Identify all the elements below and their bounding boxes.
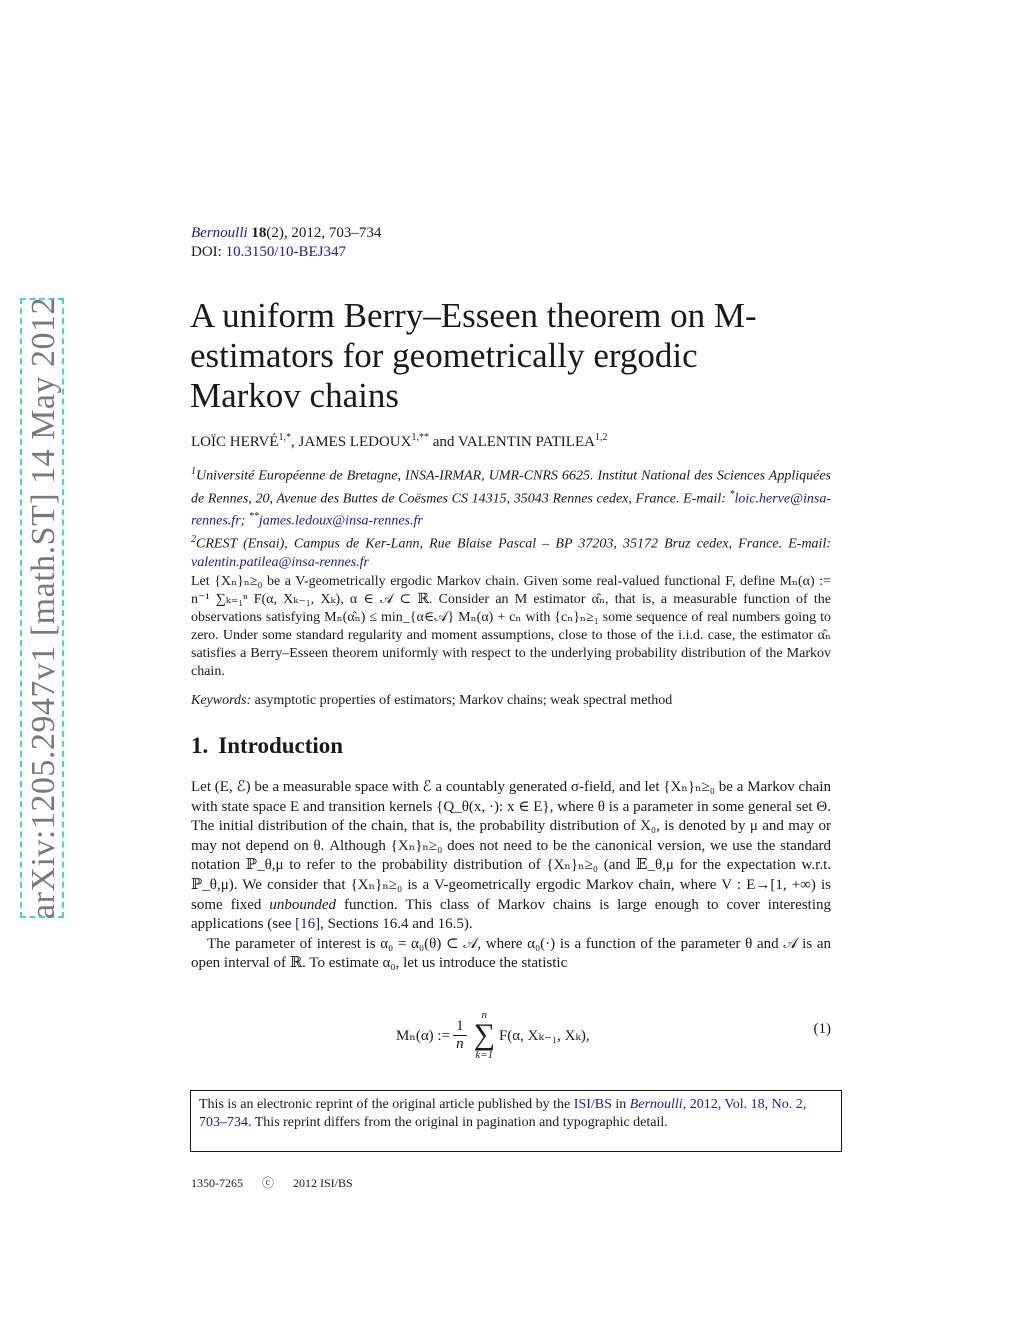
affiliation-2: $^2$CREST (Ensai), Campus de Ker-Lann, Rue Blaise Pascal – BP 37203, 35172 Bruz cedex, France. E-mail: valentin.patilea@insa-rennes.fr xyxy=(191,533,831,570)
equation-lhs: Mₙ(α) := xyxy=(396,1027,451,1044)
journal-header xyxy=(191,224,381,262)
summation-symbol: n ∑ k=1 xyxy=(473,1009,495,1061)
journal-link[interactable]: Bernoulli xyxy=(629,1097,683,1112)
author-list: LOÏC $HERVÉ^{1,*}$, JAMES $LEDOUX^{1,**}$ and VALENTIN PATILEA$^{1,2}$ xyxy=(191,432,608,450)
citation-link[interactable]: [16] xyxy=(295,916,321,933)
introduction-body xyxy=(191,778,831,974)
doi-label: DOI: xyxy=(191,244,222,260)
author-conjunction: and xyxy=(432,434,455,450)
reprint-notice: This is an electronic reprint of the original article published by the ISI/BS in Bernoulli, 2012, Vol. 18, No. 2, 703–734. This reprint differs from the original in pagination and typographic detail. xyxy=(190,1090,842,1152)
keywords-label: Keywords: xyxy=(191,693,252,708)
doi-link[interactable]: 10.3150/10-BEJ347 xyxy=(225,244,346,260)
email-link[interactable]: james.ledoux@insa-rennes.fr xyxy=(258,513,423,529)
section-heading xyxy=(191,733,353,759)
email-link[interactable]: loic.herve@insa-rennes.fr xyxy=(191,491,832,529)
display-equation xyxy=(191,1005,831,1060)
email-link[interactable]: valentin.patilea@insa-rennes.fr xyxy=(191,554,370,570)
journal-issue-pages: (2), 2012, 703–734 xyxy=(266,225,382,241)
paragraph: Let (E, ℰ) be a measurable space with ℰ a countably generated σ-field, and let {Xₙ}ₙ≥₀ be a Markov chain with state space E and transition kernels {Q_θ(x, ·): x ∈ E}, where θ is a parameter in some general set Θ. The initial distribution of the chain, that is, the probability distribution of X₀, is denoted by μ and may or may not depend on θ. Although {Xₙ}ₙ≥₀ does not need to be the canonical version, we use the standard notation ℙ_θ,μ to refer to the probability distribution of {Xₙ}ₙ≥₀ (and 𝔼_θ,μ for the expectation w.r.t. ℙ_θ,μ). We consider that {Xₙ}ₙ≥₀ is a V-geometrically ergodic Markov chain, where V : E→[1, +∞) is some fixed unbounded function. This class of Markov chains is large enough to cover interesting applications (see [16], Sections 16.4 and 16.5). xyxy=(191,779,832,933)
journal-volume: 18 xyxy=(251,225,267,241)
section-title: Introduction xyxy=(218,733,344,758)
fraction: $\frac{1}{n}$ xyxy=(453,1018,467,1053)
author-affil-mark: 1,** xyxy=(411,432,429,443)
copyright-icon: ⓒ xyxy=(262,1176,275,1190)
author-affil-mark: 1,2 xyxy=(594,432,608,443)
arxiv-identifier[interactable]: arXiv:1205.2947v1 [math.ST] 14 May 2012 xyxy=(25,297,62,919)
citation-link[interactable]: , 2012, Vol. 18, No. 2, 703–734 xyxy=(199,1097,807,1130)
author-name: JAMES LEDOUX xyxy=(298,434,412,450)
paper-title: A uniform Berry–Esseen theorem on M-estimators for geometrically ergodic Markov chains xyxy=(190,296,757,415)
equation-number: (1) xyxy=(813,1021,831,1037)
issn: 1350-7265 xyxy=(191,1176,243,1190)
keywords-text: asymptotic properties of estimators; Markov chains; weak spectral method xyxy=(254,693,673,708)
author-name: LOÏC HERVÉ xyxy=(191,434,279,450)
copyright-text: 2012 ISI/BS xyxy=(293,1176,353,1190)
section-number: 1. xyxy=(191,733,209,758)
publisher-link[interactable]: ISI/BS xyxy=(573,1097,612,1112)
journal-name-link[interactable]: Bernoulli xyxy=(191,225,248,241)
affiliations xyxy=(191,463,831,572)
abstract: Let {Xₙ}ₙ≥₀ be a V-geometrically ergodic Markov chain. Given some real-valued functional F, define Mₙ(α) := n⁻¹ ∑ₖ₌₁ⁿ F(α, Xₖ₋₁, Xₖ), α ∈ 𝒜 ⊂ ℝ. Consider an M estimator α̂ₙ, that is, a measurable function of the observations satisfying Mₙ(α̂ₙ) ≤ min_{α∈𝒜} Mₙ(α) + cₙ with {cₙ}ₙ≥₁ some sequence of real numbers going to zero. Under some standard regularity and moment assumptions, close to those of the i.i.d. case, the estimator α̂ₙ satisfies a Berry–Esseen theorem uniformly with respect to the underlying probability distribution of the Markov chain. xyxy=(191,574,831,679)
keywords xyxy=(191,693,831,709)
paragraph: The parameter of interest is α₀ = α₀(θ) ⊂ 𝒜, where α₀(·) is a function of the parameter θ and 𝒜 is an open interval of ℝ. To estimate α₀, let us introduce the statistic xyxy=(191,935,831,972)
affiliation-1: $^1$Université Européenne de Bretagne, INSA-IRMAR, UMR-CNRS 6625. Institut National des Sciences Appliquées de Rennes, 20, Avenue des Buttes de Coësmes CS 14315, 35043 Rennes cedex, France. E-mail: *loic.herve@insa-rennes.fr; **james.ledoux@insa-rennes.fr xyxy=(191,466,832,529)
author-name: VALENTIN PATILEA xyxy=(457,434,595,450)
author-affil-mark: 1,* xyxy=(278,432,292,443)
equation-rhs: F(α, Xₖ₋₁, Xₖ), xyxy=(498,1027,590,1044)
page-footer xyxy=(191,1174,353,1191)
